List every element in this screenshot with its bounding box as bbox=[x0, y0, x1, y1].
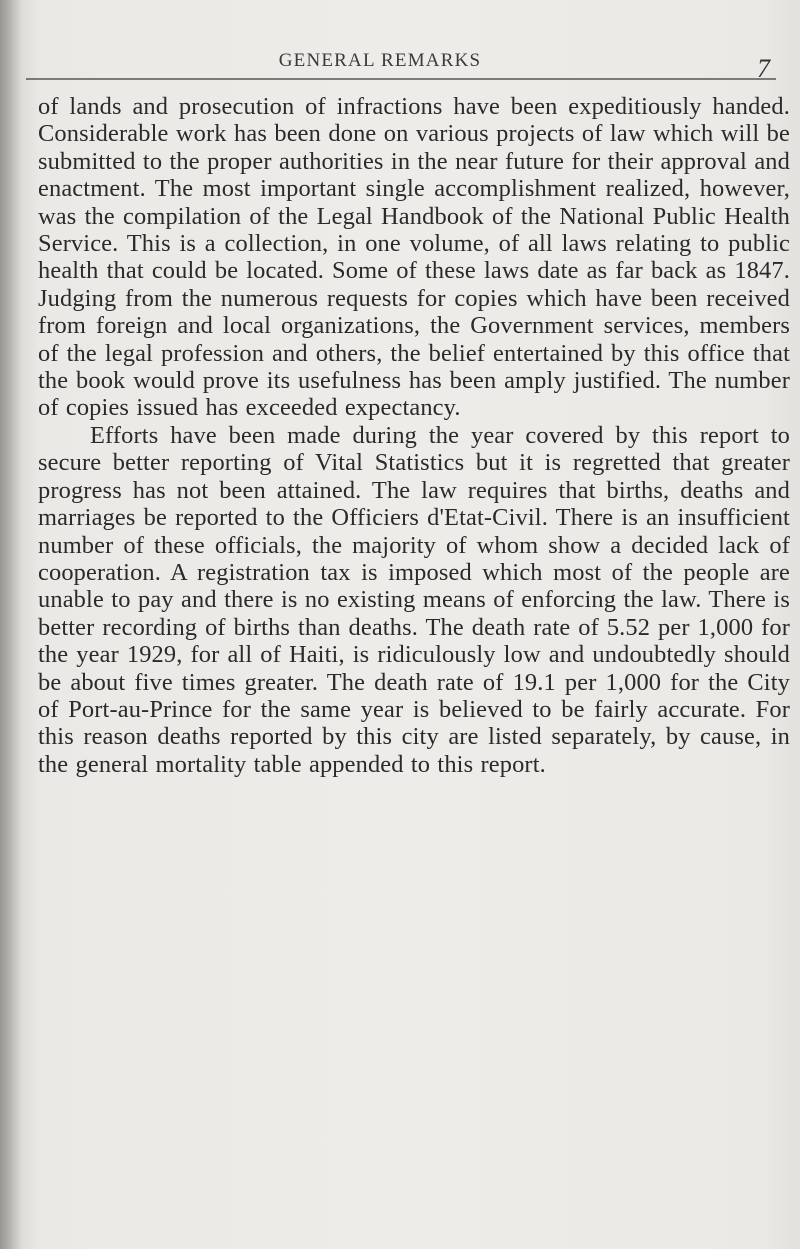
body-text bbox=[38, 93, 790, 778]
running-title: GENERAL REMARKS bbox=[278, 50, 482, 71]
paragraph-legal: of lands and prosecution of infractions have been expeditiously handed. Considerable work has been done on various projects of law which will be submitted to the proper authorities in the near future for their approval and enactment. The most important single accomplishment realized, however, was the compilation of the Legal Handbook of the National Public Health Service. This is a collection, in one volume, of all laws relating to public health that could be located. Some of these laws date as far back as 1847. Judging from the numerous requests for copies which have been received from foreign and local organizations, the Government services, members of the legal profession and others, the belief entertained by this office that the book would prove its usefulness has been amply justified. The number of copies issued has exceeded expectancy. bbox=[38, 93, 790, 422]
binding-shadow bbox=[0, 0, 22, 1249]
header-rule bbox=[26, 78, 776, 80]
running-head bbox=[0, 50, 800, 72]
page-number: 7 bbox=[757, 54, 770, 83]
paragraph-vital-statistics: Efforts have been made during the year covered by this report to secure better reporting of Vital Statistics but it is regretted that greater progress has not been attained. The law requires that births, deaths and marriages be reported to the Officiers d'Etat-Civil. There is an insufficient number of these officials, the majority of whom show a decided lack of cooperation. A registration tax is imposed which most of the people are unable to pay and there is no existing means of enforcing the law. There is better recording of births than deaths. The death rate of 5.52 per 1,000 for the year 1929, for all of Haiti, is ridiculously low and undoubtedly should be about five times greater. The death rate of 19.1 per 1,000 for the City of Port-au-Prince for the same year is believed to be fairly accurate. For this reason deaths reported by this city are listed separately, by cause, in the general mortality table appended to this report. bbox=[38, 421, 790, 778]
